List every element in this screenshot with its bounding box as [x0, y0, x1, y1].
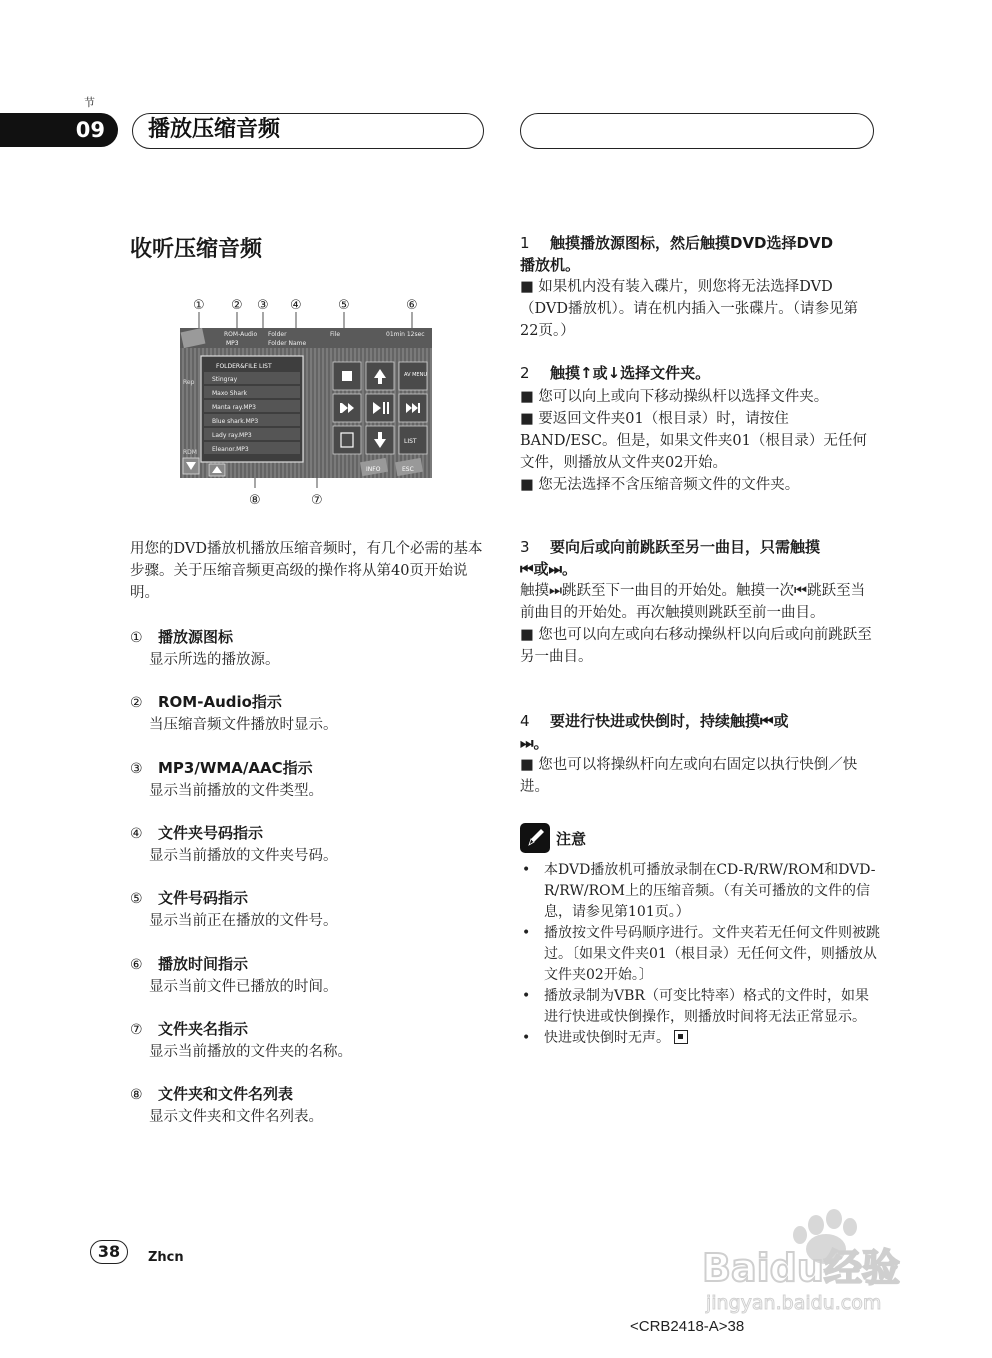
svg-text:LIST: LIST: [404, 438, 417, 445]
svg-text:Folder Name: Folder Name: [268, 340, 307, 347]
baidu-watermark: [700, 1205, 940, 1315]
player-screen-diagram: [180, 290, 432, 514]
callout-7: ⑦: [311, 493, 323, 508]
callout-5: ⑤: [338, 298, 350, 313]
callout-item: ⑧ 文件夹和文件名列表 显示文件夹和文件名列表。: [130, 1085, 323, 1125]
callout-3: ③: [257, 298, 269, 313]
svg-text:Blue shark.MP3: Blue shark.MP3: [212, 418, 259, 425]
pencil-note-icon: [520, 823, 550, 853]
callout-6: ⑥: [406, 298, 418, 313]
svg-text:Stingray: Stingray: [212, 376, 238, 383]
chapter-title-frame-right: [520, 113, 874, 149]
callout-8: ⑧: [249, 493, 261, 508]
svg-text:Maxo Shark: Maxo Shark: [212, 390, 248, 397]
svg-text:ESC: ESC: [402, 466, 414, 473]
svg-text:FOLDER&FILE LIST: FOLDER&FILE LIST: [216, 363, 272, 370]
step-1: 1 触摸播放源图标，然后触摸DVD选择DVD 播放机。 ■ 如果机内没有装入碟片，则您将无法选择DVD（DVD播放机）。请在机内插入一张碟片。（请参见第22页。）: [520, 234, 858, 339]
svg-text:Eleanor.MP3: Eleanor.MP3: [212, 446, 249, 453]
svg-text:Manta ray.MP3: Manta ray.MP3: [212, 404, 256, 411]
note-item: • 播放按文件号码顺序进行。文件夹若无任何文件则被跳过。〔如果文件夹01（根目录）无任何文件，则播放从文件夹02开始。〕: [520, 923, 880, 986]
callout-markers-top: [193, 298, 418, 313]
callout-4: ④: [290, 298, 302, 313]
section-number-tab: 09: [0, 113, 118, 147]
callout-2: ②: [231, 298, 243, 313]
section-label: 节: [84, 96, 95, 109]
note-item: • 播放录制为VBR（可变比特率）格式的文件时，如果进行快进或快倒操作，则播放时间将无法正常显示。: [520, 986, 880, 1028]
svg-text:Folder: Folder: [268, 331, 287, 338]
callout-1: ①: [193, 298, 205, 313]
callout-item: ② ROM-Audio指示 当压缩音频文件播放时显示。: [130, 693, 338, 733]
svg-text:RDM: RDM: [183, 449, 197, 456]
page-number: 38: [90, 1240, 128, 1264]
svg-text:Rep: Rep: [183, 379, 195, 386]
note-list: [520, 860, 880, 1049]
watermark-url: jingyan.baidu.com: [706, 1292, 882, 1314]
note-header: [520, 823, 586, 853]
intro-paragraph: 用您的DVD播放机播放压缩音频时，有几个必需的基本步骤。关于压缩音频更高级的操作将从第40页开始说明。: [130, 541, 483, 601]
svg-text:File: File: [330, 331, 341, 338]
step-2: 2 触摸↑或↓选择文件夹。 ■ 您可以向上或向下移动操纵杆以选择文件夹。 ■ 要返回文件夹01（根目录）时，请按住BAND/ESC。但是，如果文件夹01（根目录）无任何文件，则播放从文件夹02开始。 ■ 您无法选择不含压缩音频文件的文件夹。: [520, 364, 867, 493]
page-heading: 收听压缩音频: [130, 237, 263, 262]
note-item: • 本DVD播放机可播放录制在CD-R/RW/ROM和DVD-R/RW/ROM上的压缩音频。（有关可播放的文件的信息，请参见第101页。）: [520, 860, 880, 923]
svg-text:01min 12sec: 01min 12sec: [386, 331, 425, 338]
svg-text:AV MENU: AV MENU: [404, 372, 427, 378]
end-mark-icon: [674, 1030, 688, 1044]
svg-text:ROM-Audio: ROM-Audio: [224, 331, 258, 338]
svg-text:MP3: MP3: [226, 340, 239, 347]
callout-item: ③ MP3/WMA/AAC指示 显示当前播放的文件类型。: [130, 759, 323, 799]
callout-item: ⑦ 文件夹名指示 显示当前播放的文件夹的名称。: [130, 1020, 352, 1060]
callout-item: ⑤ 文件号码指示 显示当前正在播放的文件号。: [130, 889, 338, 929]
step-3: 3 要向后或向前跳跃至另一曲目，只需触摸 ⏮或⏭。 触摸⏭跳跃至下一曲目的开始处。触摸一次⏮跳跃至当前曲目的开始处。再次触摸则跳跃至前一曲目。 ■ 您也可以向左或向右移动操纵杆以向后或向前跳跃至另一曲目。: [520, 538, 872, 665]
callout-item: ① 播放源图标 显示所选的播放源。: [130, 628, 280, 668]
callout-item: ⑥ 播放时间指示 显示当前文件已播放的时间。: [130, 955, 338, 995]
document-code: <CRB2418-A>38: [630, 1318, 745, 1335]
chapter-title: 播放压缩音频: [148, 117, 281, 142]
note-item: • 快进或快倒时无声。: [520, 1028, 880, 1049]
language-code: Zhcn: [148, 1250, 184, 1265]
step-4: 4 要进行快进或快倒时，持续触摸⏮或 ⏭。 ■ 您也可以将操纵杆向左或向右固定以执行快倒／快进。: [520, 712, 858, 795]
note-title: 注意: [556, 829, 587, 848]
svg-text:Lady ray.MP3: Lady ray.MP3: [212, 432, 252, 439]
svg-text:INFO: INFO: [366, 466, 381, 473]
watermark-brand: Baidu经验: [702, 1246, 900, 1290]
callout-item: ④ 文件夹号码指示 显示当前播放的文件夹号码。: [130, 824, 338, 864]
